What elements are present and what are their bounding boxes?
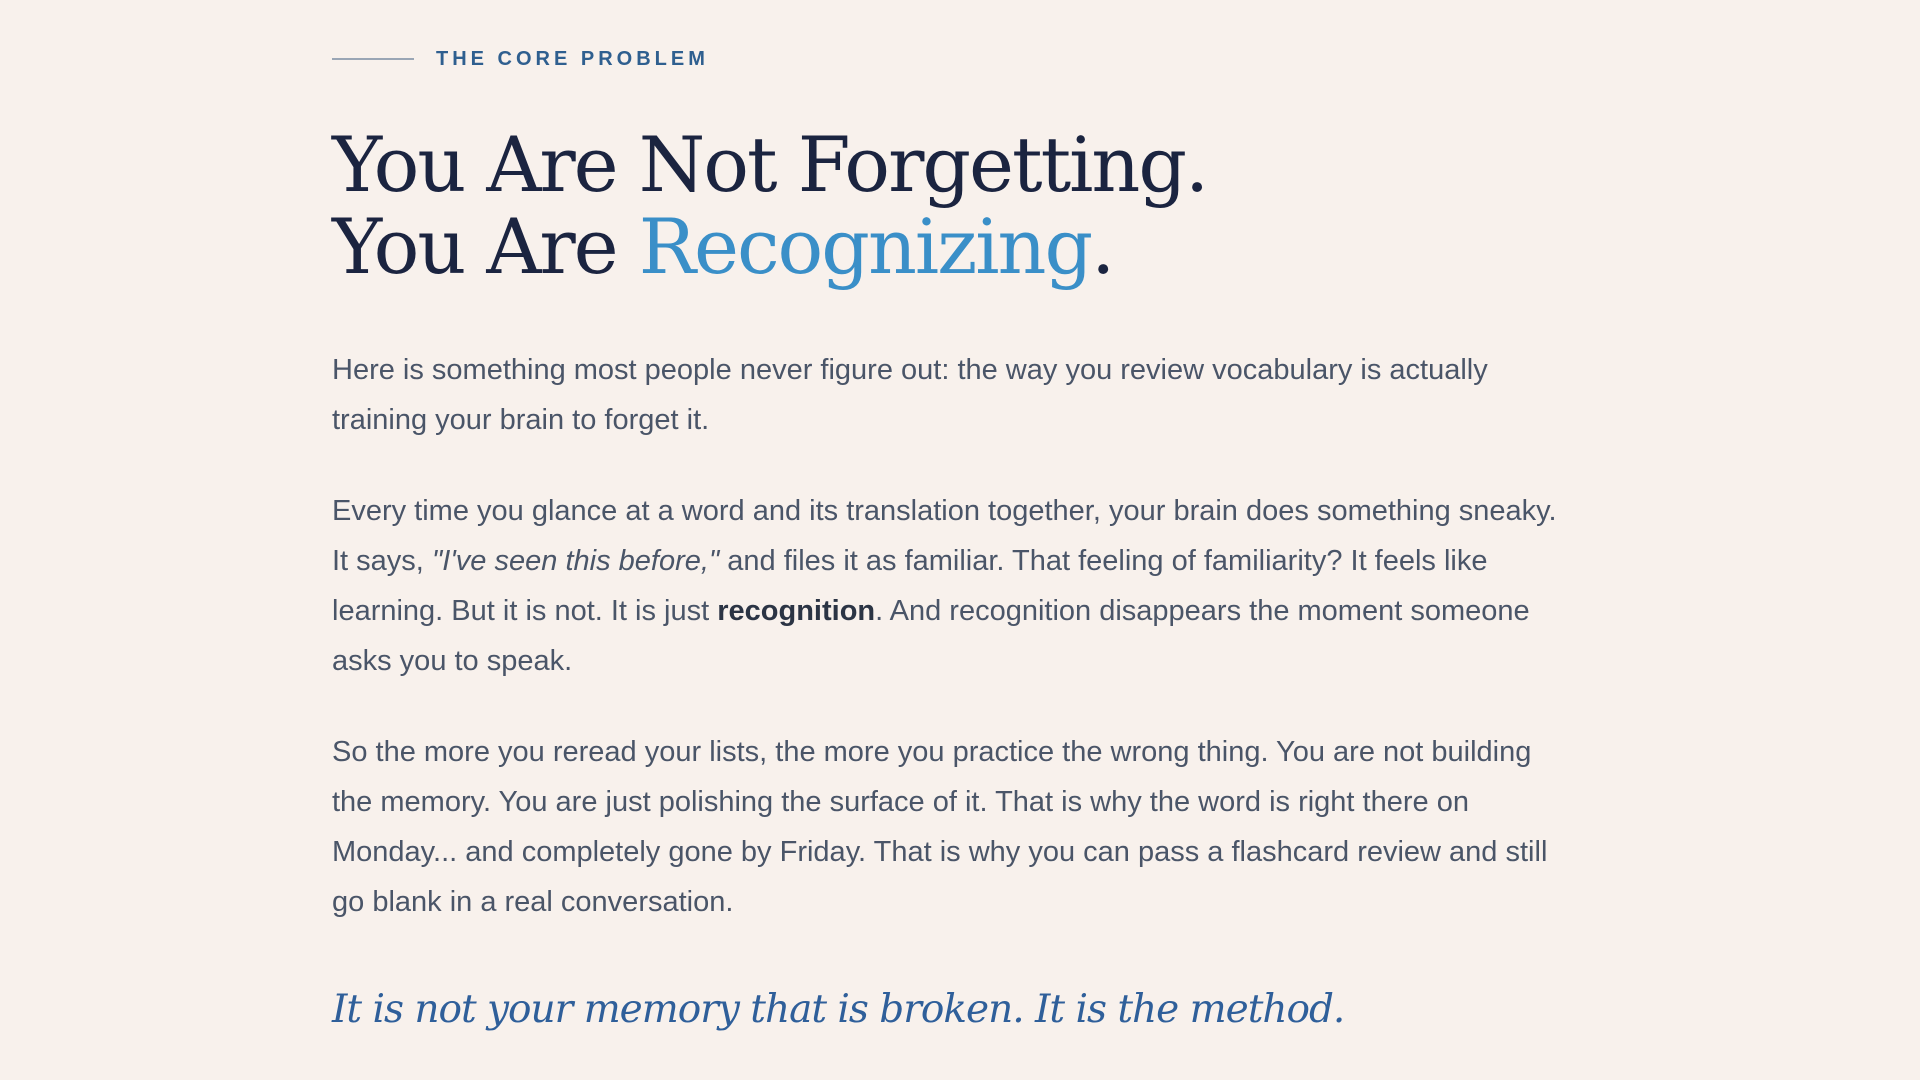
paragraph-2-text-b: and files it as familiar. That feeling of familiarity? It feels like learning. But it is not. It is just — [332, 545, 1488, 627]
body-paragraph-1: Here is something most people never figure out: the way you review vocabulary is actually training your brain to forget it. — [332, 354, 1488, 436]
eyebrow-label: THE CORE PROBLEM — [436, 48, 709, 70]
title-line-2-suffix: . — [1091, 202, 1114, 291]
paragraph-2-bold-term: recognition — [717, 595, 876, 627]
title-line-1: You Are Not Forgetting. — [332, 120, 1208, 209]
section-eyebrow — [332, 44, 709, 74]
body-paragraph-3: So the more you reread your lists, the more you practice the wrong thing. You are not building the memory. You are just polishing the surface of it. That is why the word is right there on Monday... and completely gone by Friday. That is why you can pass a flashcard review and still go blank in a real conversation. — [332, 736, 1548, 918]
page-title — [332, 120, 1208, 291]
paragraph-2-text-c: . And recognition disappears the moment someone asks you to speak. — [332, 595, 1530, 677]
body-paragraph-2 — [332, 486, 1572, 686]
title-accent-word: Recognizing — [638, 202, 1092, 291]
paragraph-2-quote: "I've seen this before," — [431, 545, 720, 577]
title-line-2-prefix: You Are — [332, 202, 639, 291]
paragraph-2-text-a: Every time you glance at a word and its translation together, your brain does something sneaky. It says, — [332, 495, 1557, 577]
closing-statement: It is not your memory that is broken. It is the method. — [332, 987, 1345, 1032]
eyebrow-divider — [332, 58, 414, 60]
